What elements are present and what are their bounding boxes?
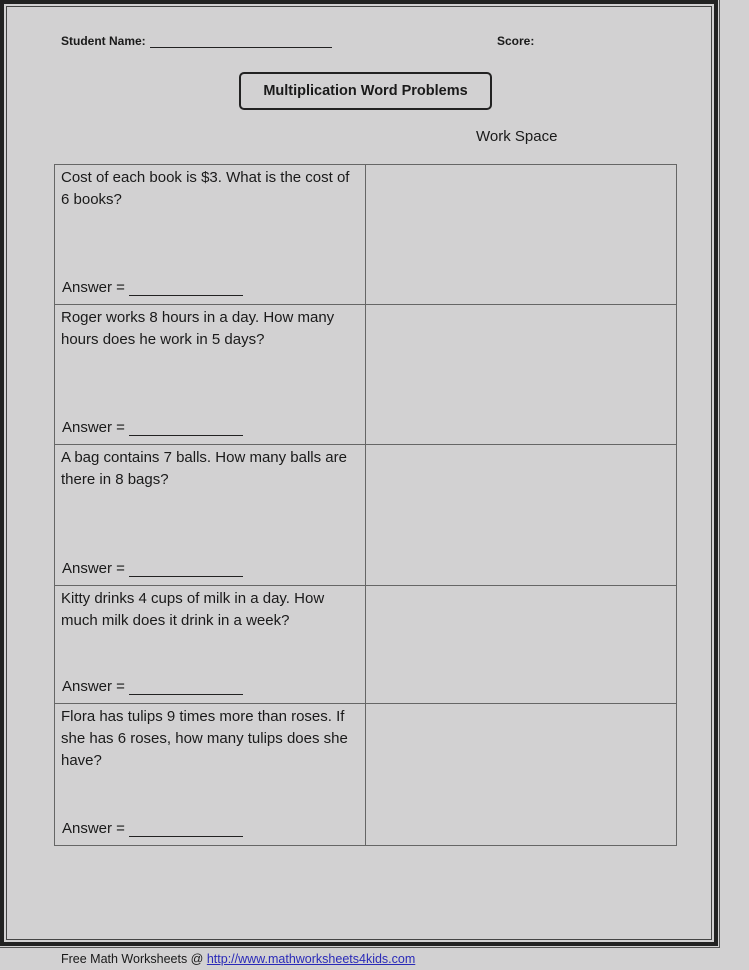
answer-label: Answer = [62,279,125,296]
footer-text: Free Math Worksheets @ [61,952,204,966]
student-name-line[interactable] [150,35,332,48]
answer-line[interactable] [129,821,243,837]
score-label: Score: [497,34,535,48]
answer-label: Answer = [62,820,125,837]
answer-label: Answer = [62,560,125,577]
answer-line[interactable] [129,679,243,695]
footer-link[interactable]: http://www.mathworksheets4kids.com [206,952,416,966]
problems-table [54,164,677,846]
problem-cell [55,586,366,704]
answer-line[interactable] [129,280,243,296]
table-row [55,586,677,704]
problem-cell [55,165,366,305]
problem-cell [55,704,366,846]
answer-field[interactable] [62,419,243,436]
work-space-cell[interactable] [366,305,677,445]
work-space-cell[interactable] [366,704,677,846]
problem-text: Cost of each book is $3. What is the cost of 6 books? [61,169,350,208]
answer-line[interactable] [129,420,243,436]
answer-field[interactable] [62,279,243,296]
answer-label: Answer = [62,419,125,436]
work-space-heading: Work Space [476,128,558,145]
problem-cell [55,445,366,586]
student-name-label: Student Name: [61,34,146,48]
work-space-cell[interactable] [366,165,677,305]
problem-text: Roger works 8 hours in a day. How many hours does he work in 5 days? [61,309,335,348]
problem-cell [55,305,366,445]
answer-label: Answer = [62,678,125,695]
table-row [55,165,677,305]
answer-field[interactable] [62,820,243,837]
work-space-cell[interactable] [366,586,677,704]
problem-text: Kitty drinks 4 cups of milk in a day. How much milk does it drink in a week? [61,590,325,629]
work-space-cell[interactable] [366,445,677,586]
student-name-field [61,34,332,48]
problem-text: A bag contains 7 balls. How many balls are there in 8 bags? [61,449,347,488]
table-row [55,445,677,586]
footer [61,952,415,966]
answer-field[interactable] [62,678,243,695]
answer-field[interactable] [62,560,243,577]
table-row [55,305,677,445]
worksheet-title: Multiplication Word Problems [239,72,492,110]
problem-text: Flora has tulips 9 times more than roses. If she has 6 roses, how many tulips does she have? [61,708,348,769]
answer-line[interactable] [129,561,243,577]
table-row [55,704,677,846]
